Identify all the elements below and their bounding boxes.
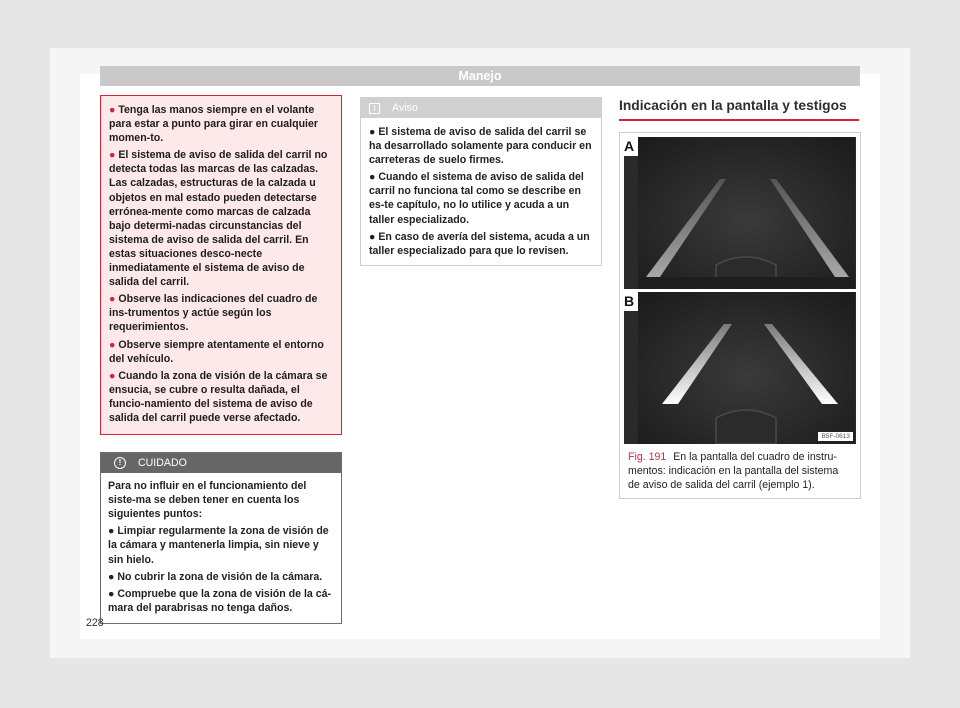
figure-caption — [624, 444, 856, 494]
warning-item: ● Observe las indicaciones del cuadro de ins-trumentos y actúe según los requerimientos. — [109, 293, 318, 334]
lane-display-a-image — [638, 137, 855, 289]
bullet-icon: ● — [109, 338, 116, 351]
caution-body — [101, 473, 341, 623]
figure — [619, 132, 861, 499]
bullet-icon: ● — [109, 149, 116, 162]
caution-box — [100, 452, 342, 624]
warning-item: ● El sistema de aviso de salida del carril no detecta todas las marcas de las calzadas. Las calzadas, estructuras de la calzada u objetos en mal estado pueden detectarse errónea-mente como marcas de calzada bajo determi-nadas circunstancias del sistema de aviso de salida del carril. En estas situaciones desco-necte inmediatamente el sistema de aviso de salida del carril. — [109, 149, 328, 289]
caution-item: ● Compruebe que la zona de visión de la cá-mara del parabrisas no tenga daños. — [108, 587, 332, 614]
caption-text: En la pantalla del cuadro de instru-mentos: indicación en la pantalla del sistema de aviso de salida del carril (ejemplo 1). — [628, 451, 839, 492]
note-box — [360, 97, 602, 266]
bullet-icon: ● — [369, 126, 376, 138]
bullet-icon: ● — [369, 230, 376, 243]
figure-panel-a — [624, 137, 856, 289]
column-left — [100, 95, 342, 624]
page-header: Manejo — [100, 66, 860, 86]
warning-item: ● Cuando la zona de visión de la cámara se ensucia, se cubre o resulta dañada, el funcio-namiento del sistema de aviso de salida del carril puede verse afectado. — [109, 369, 328, 424]
image-code: B5F-0613 — [818, 432, 853, 441]
bullet-icon: ● — [108, 570, 115, 583]
panel-label-b: B — [624, 292, 638, 311]
note-item: ● El sistema de aviso de salida del carril se ha desarrollado solamente para conducir en carreteras de suelo firmes. — [369, 126, 592, 167]
caution-intro: Para no influir en el funcionamiento del siste-ma se deben tener en cuenta los siguientes puntos: — [108, 480, 307, 521]
column-middle — [360, 97, 602, 266]
note-item: ● Cuando el sistema de aviso de salida del carril no funciona tal como se describe en es-te capítulo, no lo utilice y acuda a un taller especializado. — [369, 171, 584, 226]
figure-number: Fig. 191 — [628, 451, 667, 463]
exclamation-icon: ! — [114, 457, 126, 469]
caution-item: ● No cubrir la zona de visión de la cámara. — [108, 570, 323, 583]
warning-box — [100, 95, 342, 435]
caution-header — [101, 453, 341, 473]
note-item: ● En caso de avería del sistema, acuda a un taller especializado para que lo revisen. — [369, 230, 590, 257]
warning-item: ● Tenga las manos siempre en el volante para estar a punto para girar en cualquier momen-to. — [109, 104, 318, 145]
page-number: 228 — [86, 617, 104, 629]
note-header — [361, 98, 601, 118]
bullet-icon: ● — [108, 525, 115, 538]
panel-label-a: A — [624, 137, 638, 156]
note-title: Aviso — [392, 102, 418, 114]
column-right — [619, 97, 861, 499]
bullet-icon: ● — [369, 171, 376, 184]
warning-item: ● Observe siempre atentamente el entorno del vehículo. — [109, 338, 324, 365]
lane-display-b-image — [638, 292, 855, 444]
bullet-icon: ● — [108, 587, 115, 600]
figure-panel-b — [624, 292, 856, 444]
section-title: Indicación en la pantalla y testigos — [619, 97, 859, 121]
caution-item: ● Limpiar regularmente la zona de visión de la cámara y mantenerla limpia, sin nieve y sin hielo. — [108, 525, 329, 566]
bullet-icon: ● — [109, 104, 116, 116]
bullet-icon: ● — [109, 369, 116, 382]
caution-title: CUIDADO — [138, 457, 187, 470]
note-body — [361, 118, 601, 265]
bullet-icon: ● — [109, 293, 116, 306]
info-icon: i — [369, 103, 380, 114]
car-silhouette-b — [716, 410, 776, 444]
